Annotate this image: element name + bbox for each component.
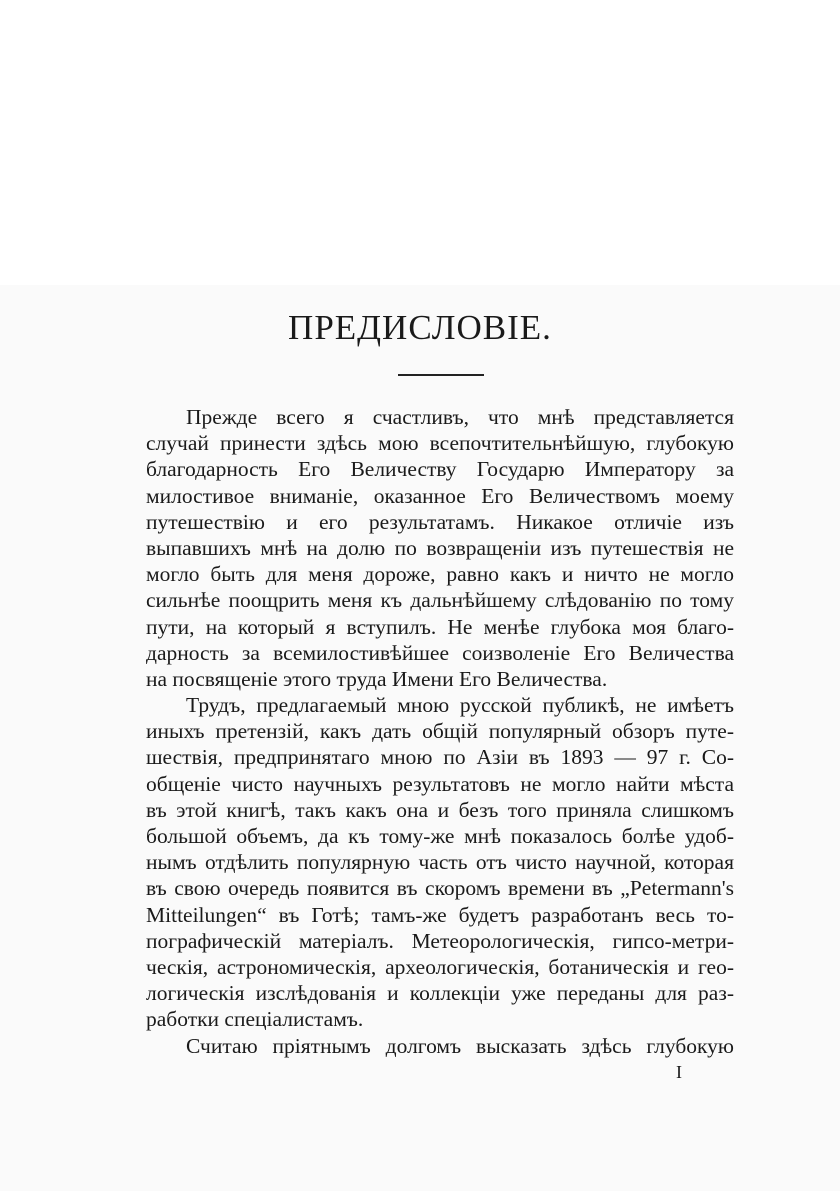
text-line: пути, на который я вступилъ. Не менѣе глубока моя благо- [146,614,734,639]
text-line: случай принести здѣсь мою всепочтительнѣйшую, глубокую [146,431,734,456]
page-number: I [676,1062,682,1082]
text-line: шествія, предпринятаго мною по Азіи въ 1893 — 97 г. Со- [146,745,734,770]
title-divider [398,374,484,376]
page-title: ПРЕДИСЛОВІЕ. [288,308,552,347]
text-line: въ этой книгѣ, такъ какъ она и безъ того приняла слишкомъ [146,797,734,822]
text-line: Mitteilungen“ въ Готѣ; тамъ-же будетъ разработанъ весь то- [146,902,734,927]
text-line: ческія, астрономическія, археологическія, ботаническія и гео- [146,954,734,979]
text-line: путешествію и его результатамъ. Никакое отличіе изъ [146,509,734,534]
text-line: въ свою очередь появится въ скоромъ времени въ „Petermann's [146,876,734,901]
text-line: могло быть для меня дороже, равно какъ и ничто не могло [146,562,734,587]
text-line: общеніе чисто научныхъ результатовъ не могло найти мѣста [146,771,734,796]
text-line: иныхъ претензій, какъ дать общій популярный обзоръ путе- [146,719,734,744]
text-line: нымъ отдѣлить популярную часть отъ чисто научной, которая [146,850,734,875]
text-line: пографическій матеріалъ. Метеорологическія, гипсо-метри- [146,928,734,953]
text-line: сильнѣе поощрить меня къ дальнѣйшему слѣдованію по тому [146,588,734,613]
text-line: на посвященіе этого труда Имени Его Величества. [146,666,608,691]
text-line: работки спеціалистамъ. [146,1007,364,1032]
text-line: большой объемъ, да къ тому-же мнѣ показалось болѣе удоб- [146,824,734,848]
text-line: Считаю пріятнымъ долгомъ высказать здѣсь глубокую [186,1033,734,1058]
text-line: Трудъ, предлагаемый мною русской публикѣ, не имѣетъ [186,693,734,718]
text-line: логическія изслѣдованія и коллекціи уже переданы для раз- [146,981,734,1006]
text-line: милостивое вниманіе, оказанное Его Величествомъ моему [146,483,734,508]
text-line: дарность за всемилостивѣйшее соизволеніе Его Величества [146,640,734,665]
text-line: благодарность Его Величеству Государю Императору за [146,457,734,482]
text-line: Прежде всего я счастливъ, что мнѣ представляется [186,405,734,429]
preface-body [146,404,734,1059]
text-line: выпавшихъ мнѣ на долю по возвращеніи изъ путешествія не [146,535,734,560]
